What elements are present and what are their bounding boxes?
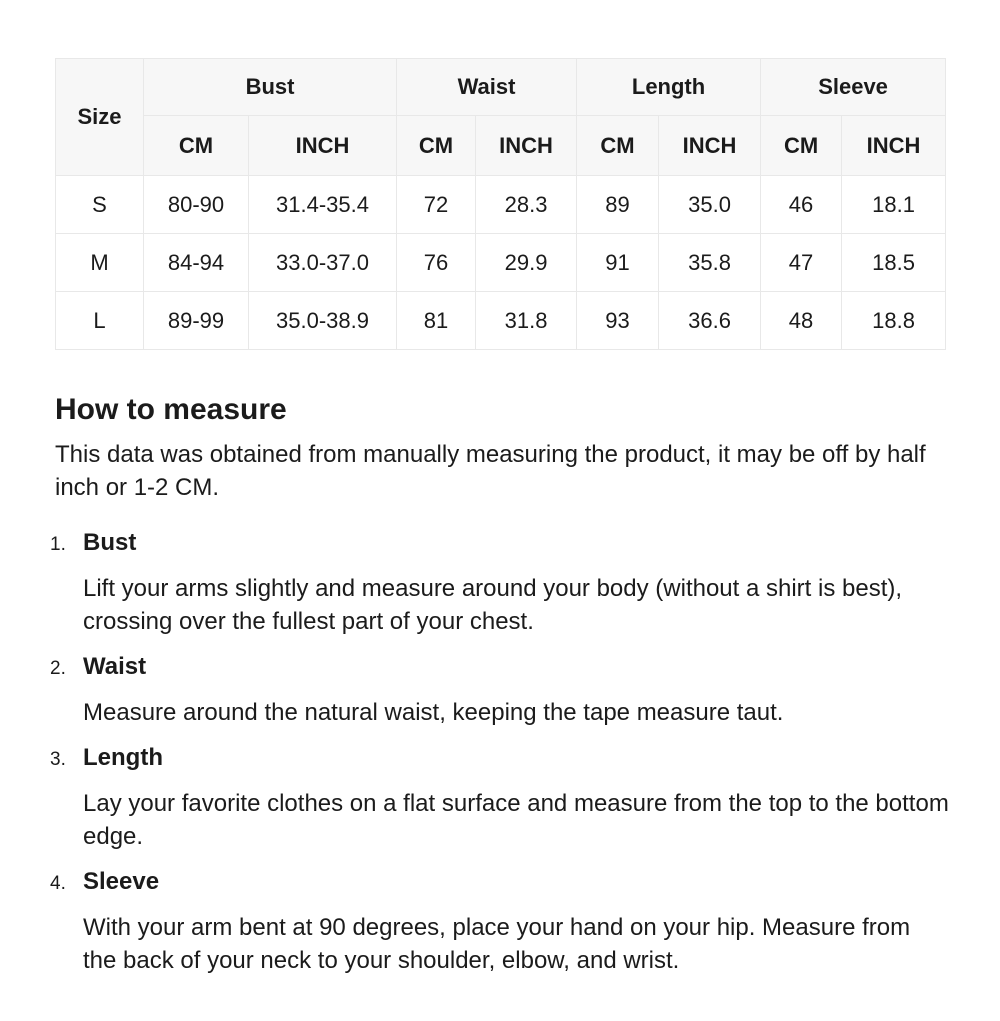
measure-disclaimer-text: This data was obtained from manually measuring the product, it may be off by half inch or 1-2 CM.	[55, 441, 926, 501]
sleeve-inch-cell: 18.1	[842, 176, 946, 234]
bust-inch-cell: 31.4-35.4	[249, 176, 397, 234]
bust-cm-cell: 84-94	[144, 234, 249, 292]
size-cell: M	[56, 234, 144, 292]
length-inch-cell: 36.6	[659, 292, 761, 350]
step-header	[50, 530, 950, 558]
waist-inch-cell: 28.3	[476, 176, 577, 234]
bust-inch-header: INCH	[249, 116, 397, 176]
step-label: Bust	[83, 529, 137, 556]
waist-inch-header: INCH	[476, 116, 577, 176]
table-unit-header-row	[56, 116, 946, 176]
measure-step-waist	[50, 653, 950, 729]
length-inch-header: INCH	[659, 116, 761, 176]
step-label: Length	[83, 744, 163, 771]
waist-cm-cell: 72	[397, 176, 476, 234]
bust-cm-cell: 80-90	[144, 176, 249, 234]
size-cell: L	[56, 292, 144, 350]
length-cm-cell: 89	[577, 176, 659, 234]
waist-cm-header: CM	[397, 116, 476, 176]
measure-step-bust	[50, 529, 950, 638]
bust-inch-cell: 35.0-38.9	[249, 292, 397, 350]
step-number: 3.	[50, 749, 66, 770]
sleeve-cm-cell: 46	[761, 176, 842, 234]
size-column-header: Size	[56, 59, 144, 176]
step-header	[50, 745, 950, 773]
table-row-size-l	[56, 292, 946, 350]
step-label: Waist	[83, 653, 147, 680]
step-number: 1.	[50, 534, 66, 555]
length-inch-cell: 35.8	[659, 234, 761, 292]
sleeve-cm-cell: 47	[761, 234, 842, 292]
length-column-header: Length	[577, 59, 761, 116]
sleeve-inch-cell: 18.5	[842, 234, 946, 292]
step-description: Lay your favorite clothes on a flat surface and measure from the top to the bottom edge.	[83, 790, 949, 850]
bust-cm-cell: 89-99	[144, 292, 249, 350]
step-label: Sleeve	[83, 868, 160, 895]
table-row-size-s	[56, 176, 946, 234]
sleeve-inch-cell: 18.8	[842, 292, 946, 350]
waist-cm-cell: 76	[397, 234, 476, 292]
length-cm-cell: 93	[577, 292, 659, 350]
sleeve-cm-cell: 48	[761, 292, 842, 350]
step-number: 4.	[50, 873, 66, 894]
length-cm-header: CM	[577, 116, 659, 176]
step-description: Measure around the natural waist, keeping the tape measure taut.	[83, 699, 784, 726]
measure-step-length	[50, 744, 950, 853]
length-cm-cell: 91	[577, 234, 659, 292]
step-header	[50, 869, 950, 897]
step-description: Lift your arms slightly and measure around your body (without a shirt is best), crossing over the fullest part of your chest.	[83, 575, 903, 635]
waist-inch-cell: 29.9	[476, 234, 577, 292]
how-to-measure-title: How to measure	[55, 393, 287, 426]
waist-cm-cell: 81	[397, 292, 476, 350]
sleeve-column-header: Sleeve	[761, 59, 946, 116]
size-chart-table	[55, 58, 946, 350]
table-row-size-m	[56, 234, 946, 292]
size-cell: S	[56, 176, 144, 234]
step-header	[50, 654, 950, 682]
sleeve-inch-header: INCH	[842, 116, 946, 176]
bust-column-header: Bust	[144, 59, 397, 116]
table-group-header-row	[56, 59, 946, 116]
step-number: 2.	[50, 658, 66, 679]
waist-inch-cell: 31.8	[476, 292, 577, 350]
measure-step-sleeve	[50, 868, 950, 977]
measure-steps-list	[50, 529, 950, 977]
step-description: With your arm bent at 90 degrees, place your hand on your hip. Measure from the back of your neck to your shoulder, elbow, and wrist.	[83, 914, 911, 974]
sleeve-cm-header: CM	[761, 116, 842, 176]
length-inch-cell: 35.0	[659, 176, 761, 234]
bust-inch-cell: 33.0-37.0	[249, 234, 397, 292]
waist-column-header: Waist	[397, 59, 577, 116]
bust-cm-header: CM	[144, 116, 249, 176]
